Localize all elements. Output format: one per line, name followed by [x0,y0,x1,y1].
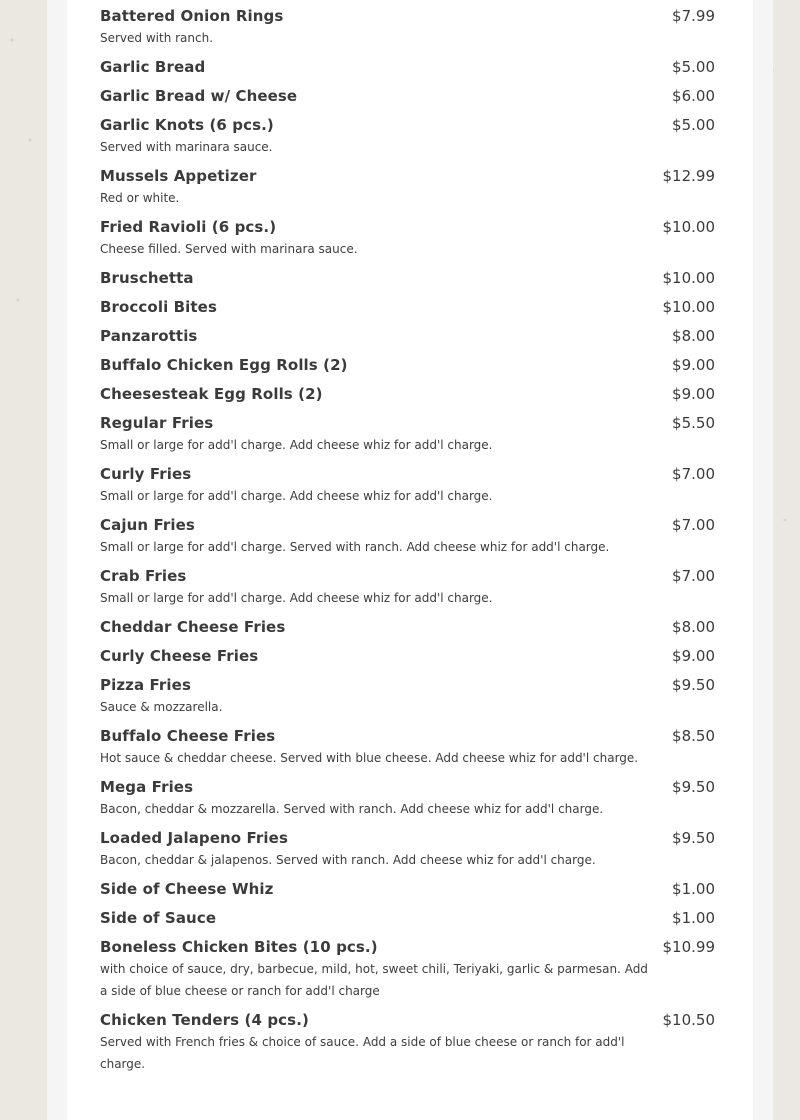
menu-item-header [100,325,715,347]
menu-item [100,56,715,78]
menu-item-price: $9.00 [672,385,715,403]
menu-item-price: $10.99 [662,938,715,956]
menu-item-header [100,267,715,289]
menu-item-header [100,645,715,667]
menu-item-price: $8.00 [672,618,715,636]
menu-item [100,267,715,289]
menu-item-header [100,616,715,638]
menu-item-name: Boneless Chicken Bites (10 pcs.) [100,938,378,956]
menu-item [100,725,715,769]
menu-item-header [100,114,715,136]
menu-item [100,354,715,376]
menu-item-price: $8.00 [672,327,715,345]
menu-item [100,674,715,718]
menu-item-description: with choice of sauce, dry, barbecue, mild, hot, sweet chili, Teriyaki, garlic & parmesan. Add a side of blue cheese or ranch for add'l charge [100,962,648,998]
menu-item-price: $9.50 [672,676,715,694]
menu-item-price: $9.50 [672,778,715,796]
menu-item-price: $10.50 [662,1011,715,1029]
menu-item-description: Cheese filled. Served with marinara sauce. [100,242,358,256]
menu-item-header [100,878,715,900]
menu-item [100,114,715,158]
menu-item [100,565,715,609]
menu-item-price: $9.00 [672,356,715,374]
menu-item-description: Served with French fries & choice of sauce. Add a side of blue cheese or ranch for add'l charge. [100,1035,625,1071]
menu-item-description: Small or large for add'l charge. Add cheese whiz for add'l charge. [100,438,493,452]
menu-item-header [100,354,715,376]
menu-item [100,412,715,456]
menu-item-name: Mega Fries [100,778,194,796]
menu-item [100,907,715,929]
menu-item-list [100,0,715,1082]
menu-item-header [100,383,715,405]
menu-item-name: Bruschetta [100,269,194,287]
menu-item-name: Fried Ravioli (6 pcs.) [100,218,277,236]
menu-item-name: Crab Fries [100,567,187,585]
menu-item-name: Curly Fries [100,465,192,483]
menu-item [100,85,715,107]
menu-item-price: $5.50 [672,414,715,432]
menu-item-price: $10.00 [662,218,715,236]
menu-item [100,463,715,507]
menu-item-header [100,936,715,958]
menu-item-name: Cheesesteak Egg Rolls (2) [100,385,323,403]
menu-item-description: Sauce & mozzarella. [100,700,223,714]
menu-item-price: $5.00 [672,58,715,76]
menu-item-price: $7.00 [672,516,715,534]
menu-item-price: $7.99 [672,7,715,25]
menu-item-header [100,725,715,747]
menu-item-price: $12.99 [662,167,715,185]
menu-item [100,383,715,405]
menu-item-header [100,907,715,929]
menu-item [100,216,715,260]
menu-item-price: $5.00 [672,116,715,134]
menu-item-name: Cheddar Cheese Fries [100,618,286,636]
menu-item-price: $8.50 [672,727,715,745]
menu-item-header [100,776,715,798]
menu-item [100,296,715,318]
menu-item-header [100,827,715,849]
menu-item-name: Battered Onion Rings [100,7,284,25]
menu-item-name: Mussels Appetizer [100,167,257,185]
menu-item-price: $1.00 [672,880,715,898]
menu-item-name: Buffalo Cheese Fries [100,727,276,745]
menu-item-header [100,412,715,434]
menu-item-name: Pizza Fries [100,676,191,694]
menu-item-name: Curly Cheese Fries [100,647,259,665]
menu-item-description: Small or large for add'l charge. Add cheese whiz for add'l charge. [100,591,493,605]
menu-item-header [100,5,715,27]
menu-item [100,616,715,638]
menu-item-header [100,296,715,318]
menu-item [100,5,715,49]
menu-item-description: Small or large for add'l charge. Add cheese whiz for add'l charge. [100,489,493,503]
menu-item-description: Red or white. [100,191,180,205]
menu-item [100,514,715,558]
menu-item-price: $10.00 [662,298,715,316]
menu-item-description: Served with ranch. [100,31,214,45]
menu-item-price: $9.00 [672,647,715,665]
menu-item-name: Panzarottis [100,327,198,345]
menu-item-name: Garlic Bread [100,58,206,76]
menu-item-header [100,216,715,238]
menu-item [100,165,715,209]
menu-item-header [100,674,715,696]
menu-item-description: Served with marinara sauce. [100,140,273,154]
menu-item-header [100,1009,715,1031]
menu-item [100,878,715,900]
menu-item [100,645,715,667]
menu-item-description: Bacon, cheddar & jalapenos. Served with ranch. Add cheese whiz for add'l charge. [100,853,596,867]
menu-item-price: $7.00 [672,567,715,585]
menu-item-name: Garlic Bread w/ Cheese [100,87,298,105]
menu-item-price: $1.00 [672,909,715,927]
menu-item-header [100,165,715,187]
menu-item-name: Broccoli Bites [100,298,217,316]
menu-item [100,776,715,820]
menu-item-description: Hot sauce & cheddar cheese. Served with blue cheese. Add cheese whiz for add'l charge. [100,751,639,765]
menu-item-price: $10.00 [662,269,715,287]
menu-item-name: Buffalo Chicken Egg Rolls (2) [100,356,348,374]
menu-item-name: Loaded Jalapeno Fries [100,829,288,847]
menu-item-header [100,56,715,78]
menu-item-price: $6.00 [672,87,715,105]
menu-item-name: Regular Fries [100,414,214,432]
menu-item-name: Chicken Tenders (4 pcs.) [100,1011,309,1029]
menu-item-name: Garlic Knots (6 pcs.) [100,116,274,134]
menu-item-name: Side of Sauce [100,909,217,927]
menu-item-description: Bacon, cheddar & mozzarella. Served with ranch. Add cheese whiz for add'l charge. [100,802,604,816]
menu-item-header [100,463,715,485]
menu-item [100,827,715,871]
menu-item [100,325,715,347]
menu-item-price: $9.50 [672,829,715,847]
menu-item [100,936,715,1002]
menu-item-description: Small or large for add'l charge. Served with ranch. Add cheese whiz for add'l charge. [100,540,610,554]
menu-item-header [100,85,715,107]
menu-item-name: Side of Cheese Whiz [100,880,274,898]
menu-item-header [100,565,715,587]
menu-item-header [100,514,715,536]
menu-item-price: $7.00 [672,465,715,483]
menu-item-name: Cajun Fries [100,516,195,534]
menu-item [100,1009,715,1075]
